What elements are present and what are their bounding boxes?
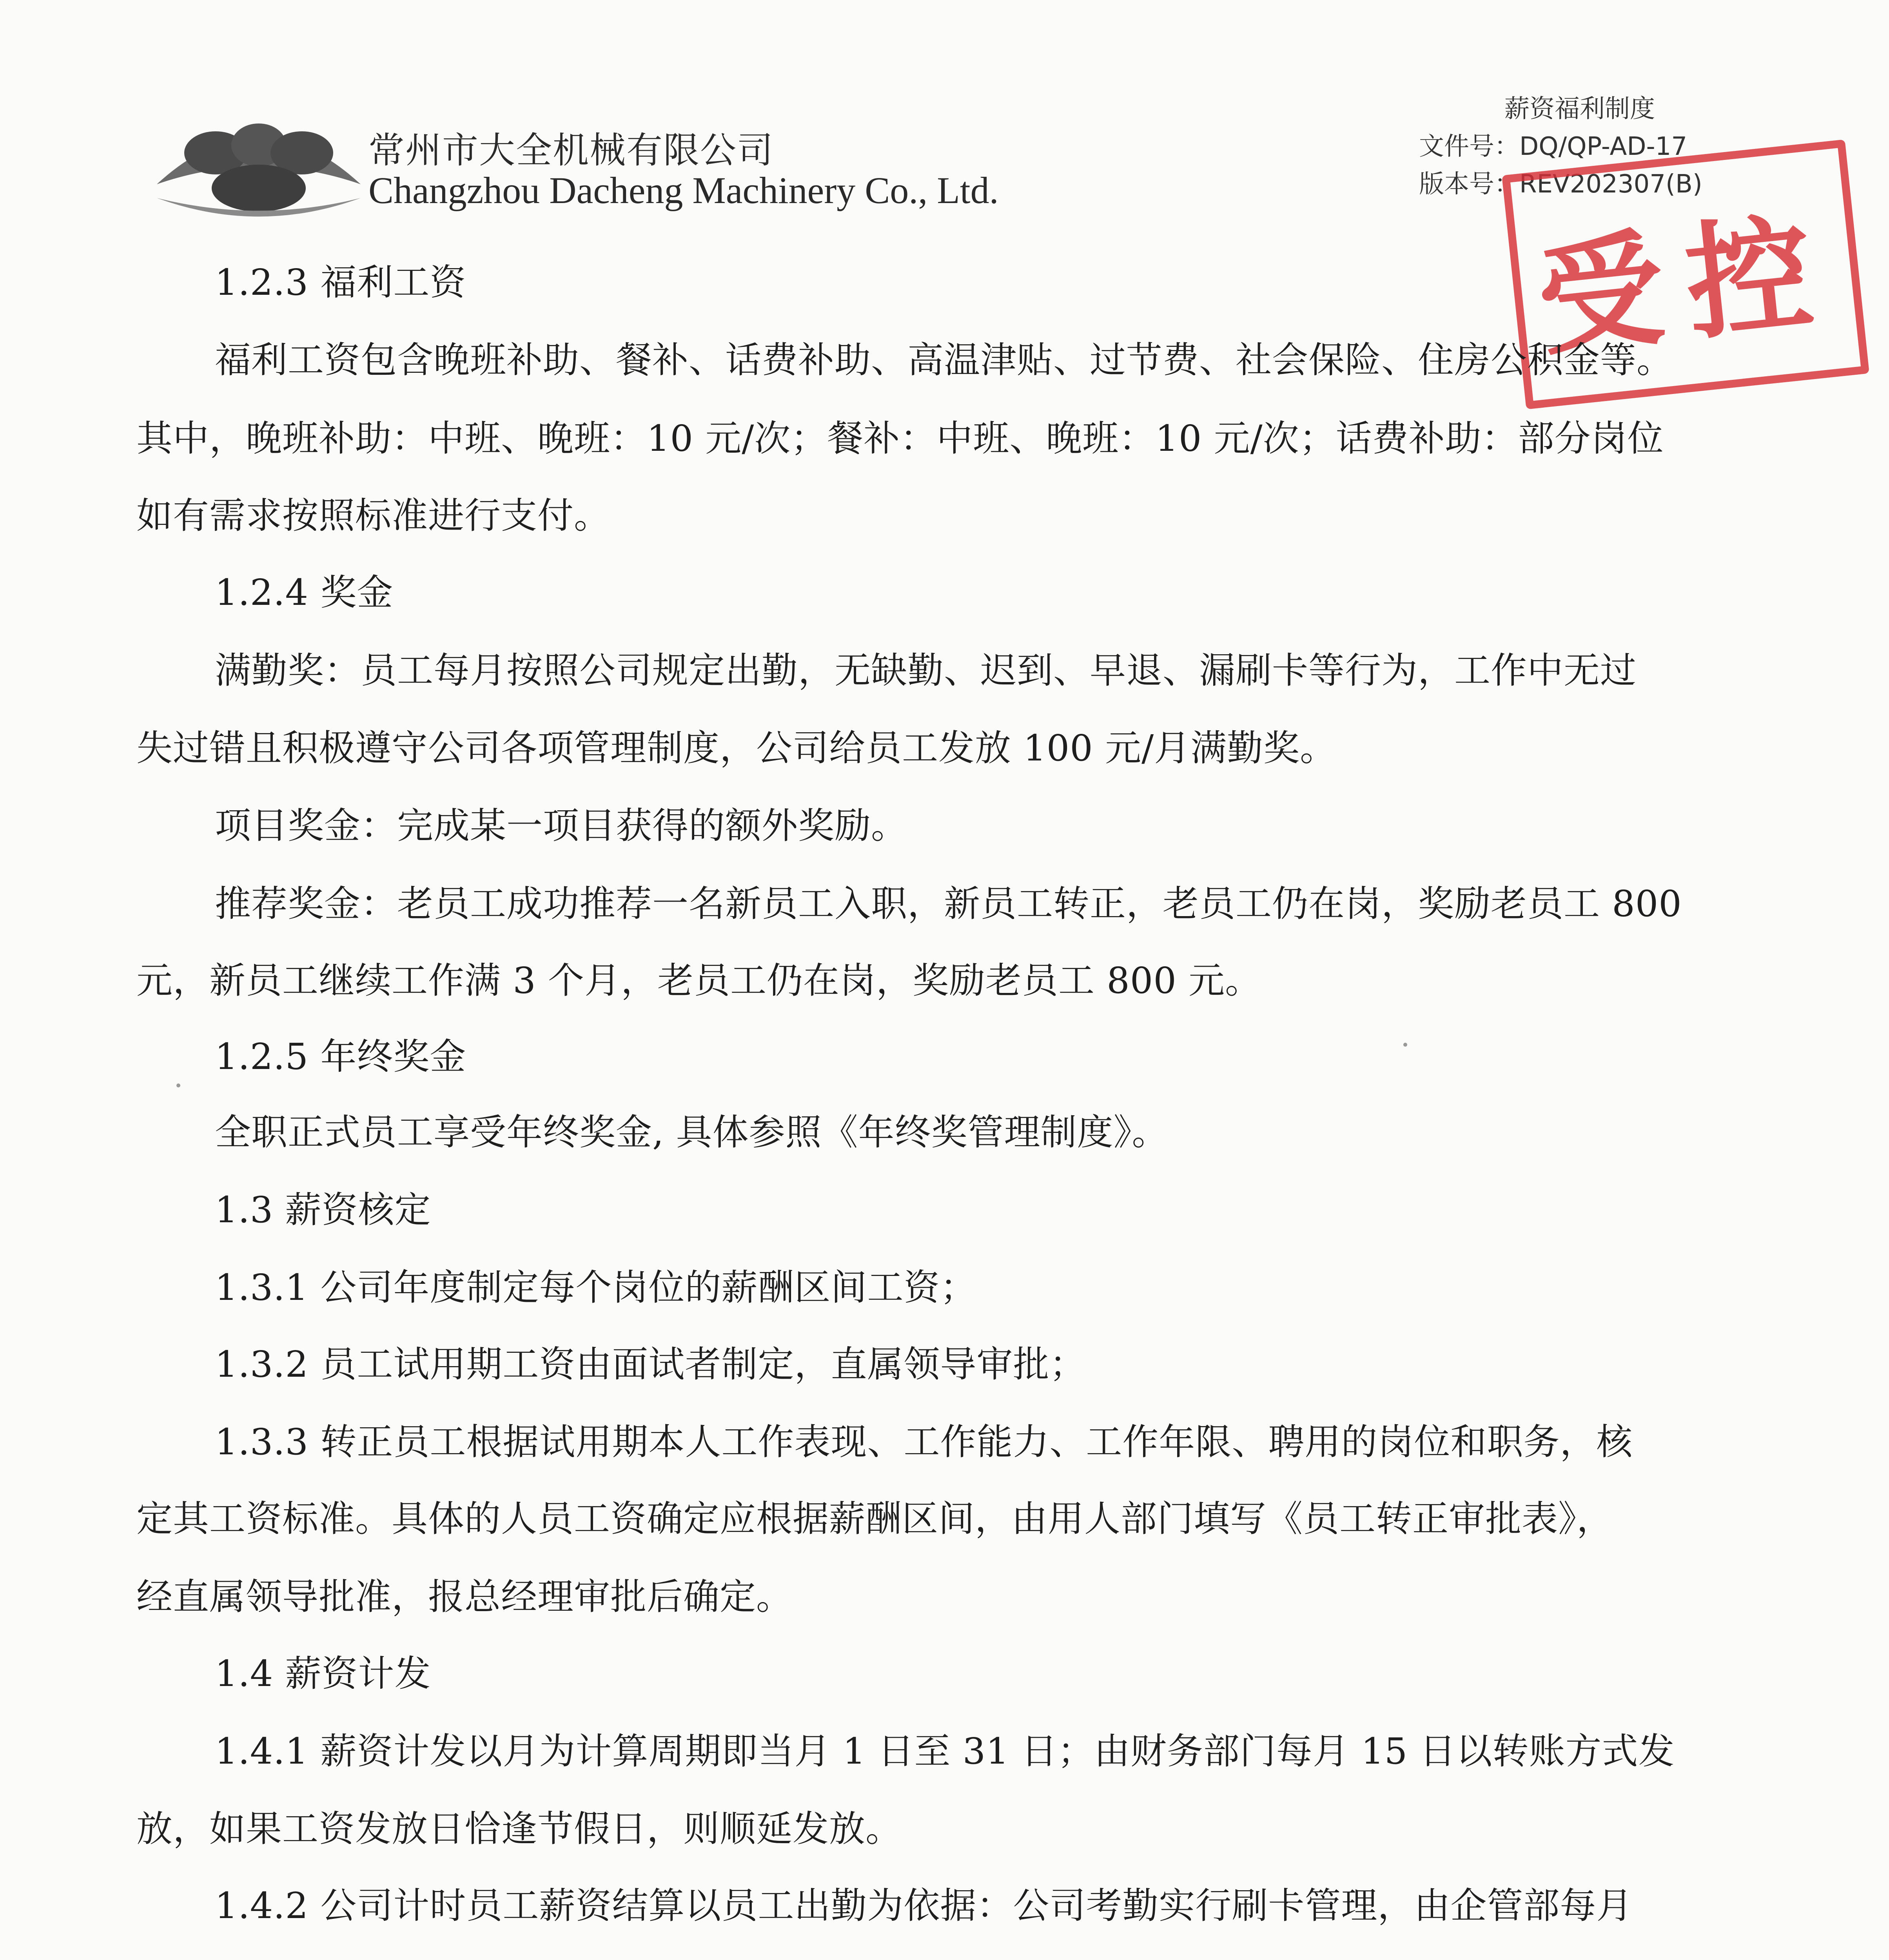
paragraph-line: 1.3.2 员工试用期工资由面试者制定，直属领导审批； <box>215 1343 1086 1385</box>
company-logo-icon <box>149 106 368 231</box>
paragraph-line: 经直属领导批准，报总经理审批后确定。 <box>136 1576 793 1618</box>
document-title: 薪资福利制度 <box>1504 94 1655 123</box>
paragraph-line: 1.4.1 薪资计发以月为计算周期即当月 1 日至 31 日；由财务部门每月 15 日以转账方式发 <box>215 1730 1675 1772</box>
paragraph-line: 全职正式员工享受年终奖金, 具体参照《年终奖管理制度》。 <box>215 1111 1169 1153</box>
company-name-en: Changzhou Dacheng Machinery Co., Ltd. <box>368 169 999 211</box>
section-heading: 1.2.5 年终奖金 <box>215 1036 466 1078</box>
company-name-cn: 常州市大全机械有限公司 <box>368 129 774 171</box>
paragraph-line: 福利工资包含晚班补助、餐补、话费补助、高温津贴、过节费、社会保险、住房公积金等。 <box>215 339 1673 381</box>
stamp-text: 受控 <box>1531 197 1843 374</box>
paragraph-line: 满勤奖：员工每月按照公司规定出勤，无缺勤、迟到、早退、漏刷卡等行为，工作中无过 <box>215 650 1637 691</box>
paragraph-line: 放，如果工资发放日恰逢节假日，则顺延发放。 <box>136 1808 902 1850</box>
section-heading: 1.4 薪资计发 <box>215 1653 431 1695</box>
paragraph-line: 定其工资标准。具体的人员工资确定应根据薪酬区间，由用人部门填写《员工转正审批表》， <box>136 1498 1613 1540</box>
paragraph-line: 如有需求按照标准进行支付。 <box>136 495 611 537</box>
scan-speck <box>176 1083 180 1087</box>
scan-speck <box>1403 1043 1407 1047</box>
paragraph-line: 推荐奖金：老员工成功推荐一名新员工入职，新员工转正，老员工仍在岗，奖励老员工 800 <box>215 883 1682 925</box>
document-number: 文件号：DQ/QP-AD-17 <box>1419 132 1688 161</box>
paragraph-line: 元，新员工继续工作满 3 个月，老员工仍在岗，奖励老员工 800 元。 <box>136 960 1262 1002</box>
paragraph-line: 1.3.3 转正员工根据试用期本人工作表现、工作能力、工作年限、聘用的岗位和职务，核 <box>215 1421 1633 1463</box>
section-heading: 1.2.3 福利工资 <box>215 261 466 303</box>
paragraph-line: 项目奖金：完成某一项目获得的额外奖励。 <box>215 805 908 847</box>
document-version: 版本号：REV202307(B) <box>1419 170 1702 199</box>
paragraph-line: 其中，晚班补助：中班、晚班：10 元/次；餐补：中班、晚班：10 元/次；话费补助：部分岗位 <box>136 417 1664 459</box>
section-heading: 1.3 薪资核定 <box>215 1189 431 1231</box>
section-heading: 1.2.4 奖金 <box>215 572 394 613</box>
paragraph-line: 1.4.2 公司计时员工薪资结算以员工出勤为依据：公司考勤实行刷卡管理，由企管部每月 <box>215 1885 1633 1927</box>
paragraph-line: 失过错且积极遵守公司各项管理制度，公司给员工发放 100 元/月满勤奖。 <box>136 727 1337 769</box>
paragraph-line: 1.3.1 公司年度制定每个岗位的薪酬区间工资； <box>215 1267 977 1308</box>
page-header <box>149 90 1740 231</box>
